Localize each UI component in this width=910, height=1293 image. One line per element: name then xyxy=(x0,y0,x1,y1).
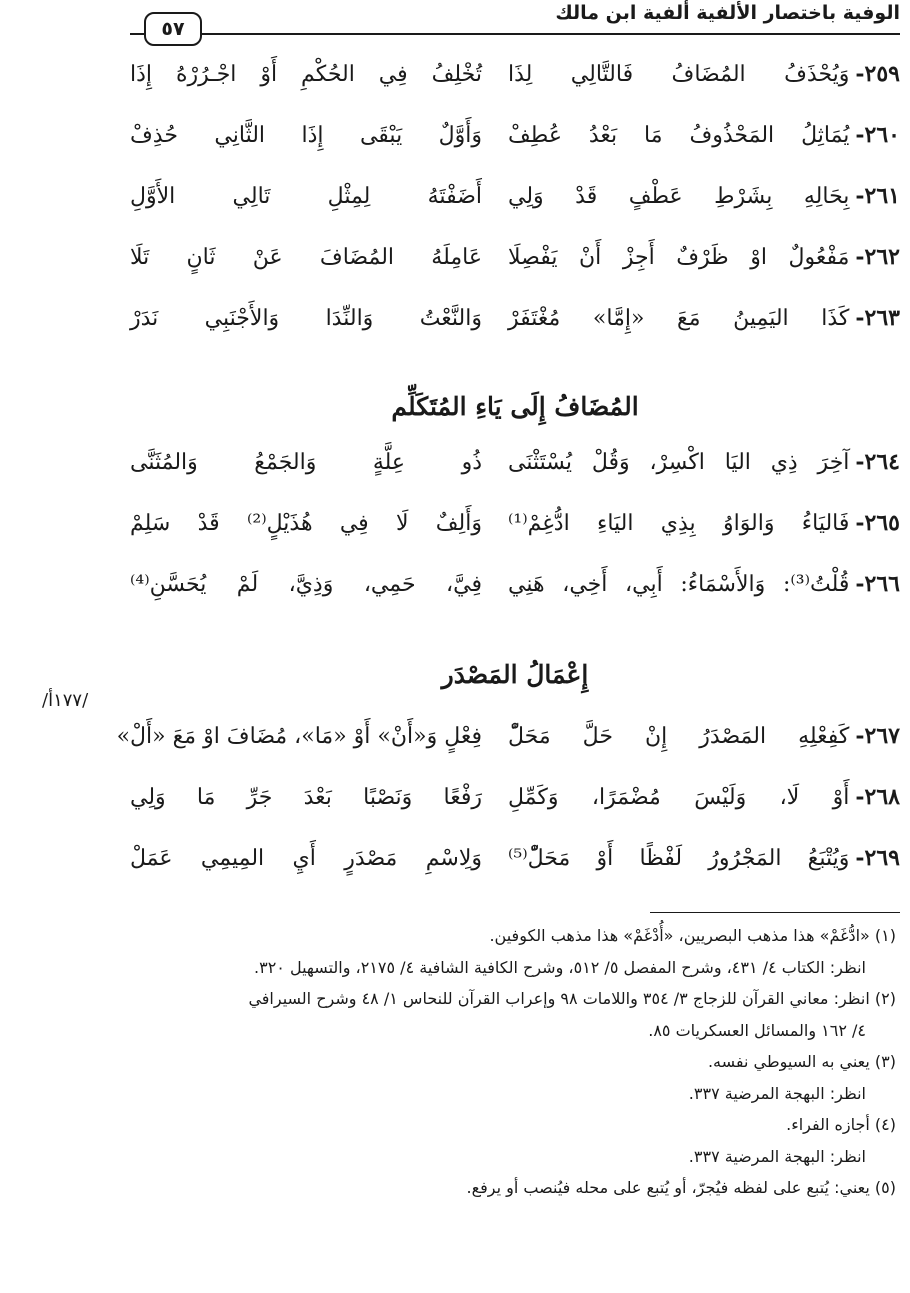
footnotes xyxy=(110,920,896,1204)
verse-number: ٢٦٥- xyxy=(855,510,900,536)
verse-number: ٢٦٤- xyxy=(855,449,900,475)
verse-first-hemistich: ٢٦٨-أَوْ لَا، وَلَيْسَ مُضْمَرًا، وَكَمِّلِ xyxy=(508,784,900,810)
verse-number: ٢٦٨- xyxy=(855,784,900,810)
verse-line xyxy=(116,706,900,767)
page-number: ٥٧ xyxy=(144,12,202,46)
footnote-separator xyxy=(650,912,900,913)
verse-second-hemistich: فِعْلٍ وَ«أَنْ» أَوْ «مَا»، مُضَافَ اوْ مَعَ «أَلْ» xyxy=(116,724,482,749)
footnote-4-source: انظر: البهجة المرضية ٣٣٧. xyxy=(688,1146,866,1166)
verse-first-hemistich: ٢٦٦-قُلْتُ⁽³⁾: وَالأَسْمَاءُ: أَبِي، أَخِي، هَنِي xyxy=(508,571,900,597)
verse-number: ٢٦١- xyxy=(855,183,900,209)
verse-first-hemistich: ٢٦٣-كَذَا اليَمِينُ مَعَ «إِمَّا» مُغْتَفَرْ xyxy=(508,305,900,331)
verse-second-hemistich: تُخْلِفُ فِي الحُكْمِ أَوْ اجْـرُرْهُ إِذَا xyxy=(130,62,482,87)
section-heading-imal-masdar: إِعْمَالُ المَصْدَر xyxy=(441,660,589,689)
footnote-1: (١) «ادُّغَمْ» هذا مذهب البصريين، «أُدْغَمْ» هذا مذهب الكوفين. xyxy=(489,926,896,945)
footnote-2: (٢) انظر: معاني القرآن للزجاج ٣/ ٣٥٤ واللامات ٩٨ وإعراب القرآن للنحاس ١/ ٤٨ وشرح السيرافي xyxy=(248,989,896,1008)
header-title: الوفية باختصار الألفية ألفية ابن مالك xyxy=(555,2,900,24)
verse-first-hemistich: ٢٦٩-وَيُتْبَعُ المَجْرُورُ لَفْظًا أَوْ مَحَلّْ⁽⁵⁾ xyxy=(508,845,900,871)
verse-second-hemistich: فِيَّ، حَمِي، وَذِيَّ، لَمْ يُحَسَّنِ⁽⁴⁾ xyxy=(130,572,482,597)
verse-line xyxy=(130,493,900,554)
verse-second-hemistich: وَلِاسْمِ مَصْدَرٍ أَيِ المِيمِي عَمَلْ xyxy=(130,846,482,871)
verse-first-hemistich: ٢٦٤-آخِرَ ذِي اليَا اكْسِرْ، وَقُلْ يُسْتَثْنَى xyxy=(508,449,900,475)
verse-first-hemistich: ٢٦١-بِحَالِهِ بِشَرْطِ عَطْفٍ قَدْ وَلِي xyxy=(508,183,900,209)
verse-number: ٢٦٠- xyxy=(855,122,900,148)
verse-second-hemistich: وَأَلِفٌ لَا فِي هُذَيْلٍ⁽²⁾ قَدْ سَلِمْ xyxy=(130,511,483,536)
footnote-5: (٥) يعني: يُتبع على لفظه فيُجرّ، أو يُتبع على محله فيُنصب أو يرفع. xyxy=(466,1178,896,1197)
verse-number: ٢٦٢- xyxy=(855,244,900,270)
section-heading-mudaf-ila-ya: المُضَافُ إِلَى يَاءِ المُتَكَلِّم xyxy=(391,392,639,421)
footnote-2-continuation: ٤/ ١٦٢ والمسائل العسكريات ٨٥. xyxy=(648,1020,866,1040)
verse-group-mudaf xyxy=(130,44,900,349)
verse-number: ٢٦٣- xyxy=(855,305,900,331)
footnote-4: (٤) أجازه الفراء. xyxy=(786,1115,896,1134)
manuscript-folio-marker: /١٧٧أ/ xyxy=(42,690,89,711)
header-rule xyxy=(130,33,900,35)
footnote-3: (٣) يعني به السيوطي نفسه. xyxy=(707,1052,896,1071)
verse-line xyxy=(130,105,900,166)
verse-line xyxy=(130,432,900,493)
verse-first-hemistich: ٢٥٩-وَيُحْذَفُ المُضَافُ فَالتَّالِي لِذَا xyxy=(508,61,900,87)
verse-second-hemistich: ذُو عِلَّةٍ وَالجَمْعُ وَالمُثَنَّى xyxy=(130,450,482,475)
verse-line xyxy=(130,44,900,105)
verse-second-hemistich: وَأَوَّلٌ يَبْقَى إِذَا الثَّانِي حُذِفْ xyxy=(130,123,482,148)
verse-first-hemistich: ٢٦٢-مَفْعُولٌ اوْ ظَرْفٌ أَجِزْ أَنْ يَفْصِلَا xyxy=(508,244,900,270)
verse-line xyxy=(130,828,900,889)
verse-first-hemistich: ٢٦٧-كَفِعْلِهِ المَصْدَرُ إِنْ حَلَّ مَحَلّْ xyxy=(508,723,900,749)
verse-second-hemistich: وَالنَّعْتُ وَالنِّدَا وَالأَجْنَبِي نَدَرْ xyxy=(130,306,482,331)
footnote-3-source: انظر: البهجة المرضية ٣٣٧. xyxy=(688,1083,866,1103)
verse-number: ٢٦٩- xyxy=(855,845,900,871)
footnote-1-source: انظر: الكتاب ٤/ ٤٣١، وشرح المفصل ٥/ ٥١٢، وشرح الكافية الشافية ٤/ ٢١٧٥، والتسهيل ٣٢٠. xyxy=(254,957,866,977)
verse-number: ٢٦٧- xyxy=(855,723,900,749)
verse-number: ٢٦٦- xyxy=(855,571,900,597)
running-header xyxy=(130,0,900,44)
verse-line xyxy=(130,554,900,615)
verse-first-hemistich: ٢٦٠-يُمَاثِلُ المَحْذُوفُ مَا بَعْدُ عُطِفْ xyxy=(508,122,900,148)
verse-second-hemistich: رَفْعًا وَنَصْبًا بَعْدَ جَرِّ مَا وَلِي xyxy=(130,785,482,810)
verse-group-masdar xyxy=(116,706,900,889)
verse-second-hemistich: أَضَفْتَهُ لِمِثْلِ تَالِي الأَوَّلِ xyxy=(130,184,482,209)
verse-number: ٢٥٩- xyxy=(855,61,900,87)
verse-line xyxy=(130,227,900,288)
verse-second-hemistich: عَامِلَهُ المُضَافَ عَنْ ثَانٍ تَلَا xyxy=(130,245,482,270)
verse-line xyxy=(130,166,900,227)
verse-line xyxy=(130,767,900,828)
verse-first-hemistich: ٢٦٥-فَاليَاءُ وَالوَاوُ بِذِي اليَاءِ ادُّغِمْ⁽¹⁾ xyxy=(508,510,900,536)
verse-line xyxy=(130,288,900,349)
verse-group-ya-mutakallim xyxy=(130,432,900,615)
